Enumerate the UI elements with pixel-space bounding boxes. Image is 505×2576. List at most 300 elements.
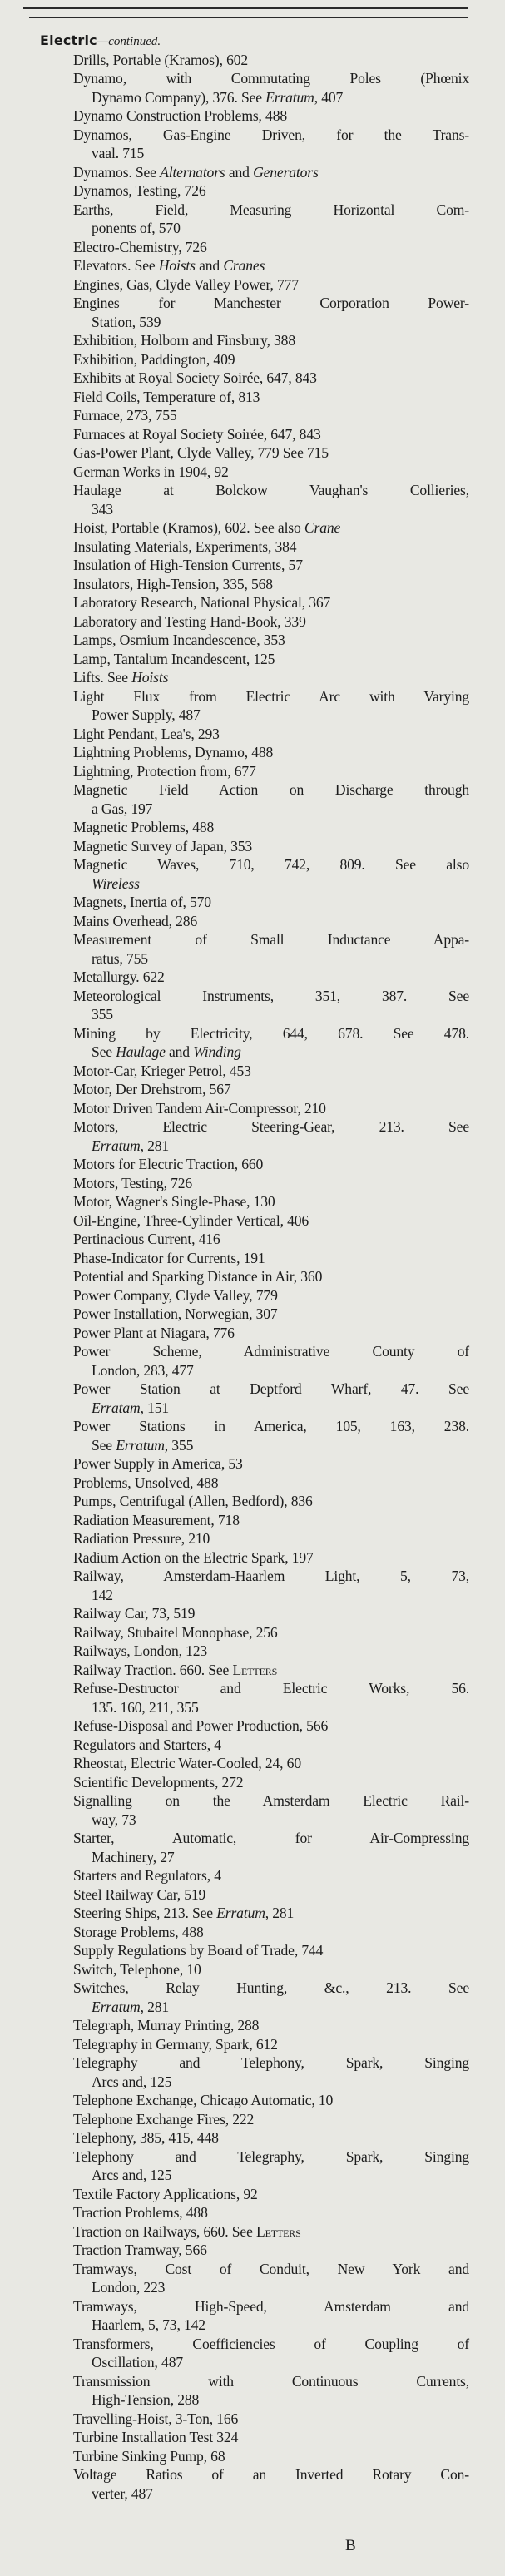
entry-text: vaal. 715: [92, 145, 145, 161]
entry-text: Starter, Automatic, for Air-Compressing: [73, 1830, 469, 1846]
index-entry-line: [73, 51, 473, 70]
index-entry-line: [73, 1474, 473, 1493]
index-entry: [0, 1286, 473, 1305]
index-entry: [0, 1342, 473, 1380]
entry-text: Magnetic Field Action on Discharge through: [73, 781, 469, 798]
index-entry: [0, 1174, 473, 1193]
entry-text: Railways, London, 123: [73, 1642, 208, 1659]
index-entry: [0, 1230, 473, 1249]
entry-text: Motor, Der Drehstrom, 567: [73, 1081, 231, 1097]
cross-reference: Erratum: [92, 1998, 141, 2015]
index-page: [0, 32, 505, 2503]
index-entry-continuation: [73, 2316, 473, 2335]
index-entry-line: [73, 725, 473, 744]
entry-text: verter, 487: [92, 2484, 153, 2502]
index-entry-continuation: [73, 88, 473, 107]
index-entry-line: [73, 1623, 473, 1642]
index-entry-line: [73, 2035, 473, 2054]
index-entry: [0, 725, 473, 744]
index-entry: [0, 1885, 473, 1905]
index-entry-line: [73, 593, 473, 612]
entry-text: Lightning Problems, Dynamo, 488: [73, 744, 274, 760]
index-entry-line: [73, 163, 473, 182]
index-entry-line: [73, 238, 473, 257]
index-entry: [0, 631, 473, 650]
entry-text: Exhibits at Royal Society Soirée, 647, 843: [73, 369, 317, 386]
entry-text: Gas-Power Plant, Clyde Valley, 779 See 715: [73, 444, 329, 461]
entry-text: Problems, Unsolved, 488: [73, 1474, 219, 1491]
entry-text: and: [225, 163, 254, 181]
entry-text: London, 283, 477: [92, 1361, 194, 1379]
index-entry-line: [73, 1754, 473, 1773]
entry-text: Supply Regulations by Board of Trade, 744: [73, 1942, 324, 1959]
index-entry-continuation: [73, 2484, 473, 2504]
entry-text: Switches, Relay Hunting, &c., 213. See: [73, 1979, 469, 1996]
index-entry-continuation: [73, 1998, 473, 2017]
entry-text: Transmission with Continuous Currents,: [73, 2372, 469, 2390]
index-entry-line: [73, 1885, 473, 1905]
section-reference: Letters: [255, 2222, 301, 2240]
entry-text: Power Supply, 487: [92, 706, 201, 723]
entry-text: a Gas, 197: [92, 800, 153, 817]
index-entry: [0, 181, 473, 201]
entry-text: Potential and Sparking Distance in Air, 360: [73, 1268, 323, 1285]
entry-text: Textile Factory Applications, 92: [73, 2185, 258, 2202]
index-entry: [0, 1024, 473, 1062]
entry-text: Haarlem, 5, 73, 142: [92, 2316, 205, 2333]
index-entry-continuation: [73, 1436, 473, 1455]
index-entry: [0, 1679, 473, 1717]
section-heading-continued: —continued.: [97, 35, 161, 48]
entry-text: Steering Ships, 213. See: [73, 1905, 217, 1921]
entry-text: Turbine Installation Test 324: [73, 2429, 239, 2445]
entry-text: 343: [92, 500, 113, 518]
cross-reference: Erratum: [92, 1137, 141, 1154]
index-entry-line: [73, 1024, 469, 1043]
index-entry-line: [73, 687, 469, 706]
entry-text: Power Installation, Norwegian, 307: [73, 1305, 278, 1322]
entry-text: Telephony, 385, 415, 448: [73, 2129, 219, 2146]
index-entry: [0, 1736, 473, 1755]
index-entry-line: [73, 1267, 473, 1286]
entry-text: Magnetic Survey of Japan, 353: [73, 837, 253, 855]
index-entry: [0, 1866, 473, 1885]
index-entry: [0, 163, 473, 182]
entry-text: Starters and Regulators, 4: [73, 1867, 221, 1884]
index-entry-line: [73, 1661, 473, 1680]
index-entry-line: [73, 1511, 473, 1530]
entry-text: Signalling on the Amsterdam Electric Rail-: [73, 1792, 469, 1809]
index-entry: [0, 2372, 473, 2410]
cross-reference: Crane: [304, 519, 341, 536]
entry-text: Radiation Measurement, 718: [73, 1511, 240, 1528]
entry-text: Light Pendant, Lea's, 293: [73, 725, 220, 742]
cross-reference: Erratum: [216, 1905, 265, 1921]
entry-text: Arcs and, 125: [92, 2073, 172, 2090]
entry-text: and: [195, 257, 224, 274]
index-entry-line: [73, 294, 469, 313]
cross-reference: Erratam: [92, 1399, 141, 1416]
index-entry: [0, 593, 473, 612]
index-entry: [0, 294, 473, 331]
index-entry-line: [73, 2222, 473, 2242]
index-entry: [0, 256, 473, 275]
entry-text: Radium Action on the Electric Spark, 197: [73, 1548, 314, 1566]
cross-reference: Winding: [193, 1043, 241, 1060]
entry-text: Refuse-Disposal and Power Production, 566: [73, 1717, 329, 1734]
index-entry: [0, 2110, 473, 2129]
index-entry-continuation: [73, 706, 473, 725]
index-entry: [0, 912, 473, 931]
index-entry: [0, 2091, 473, 2110]
index-entry-continuation: [73, 2390, 473, 2410]
index-entry: [0, 1604, 473, 1623]
index-entry: [0, 1773, 473, 1792]
index-entry: [0, 1567, 473, 1604]
index-entry: [0, 2465, 473, 2503]
index-entry-line: [73, 1904, 473, 1923]
index-entry-line: [73, 69, 469, 88]
entry-text: Pertinacious Current, 416: [73, 1231, 220, 1247]
entry-text: Dynamos. See: [73, 163, 161, 181]
entry-text: German Works in 1904, 92: [73, 463, 229, 480]
entry-text: Transformers, Coefficiencies of Coupling of: [73, 2335, 469, 2352]
index-entry-line: [73, 481, 469, 500]
index-entry: [0, 687, 473, 725]
entry-text: Telegraph, Murray Printing, 288: [73, 2017, 260, 2034]
index-entry-line: [73, 1174, 473, 1193]
index-entry: [0, 668, 473, 687]
index-entry: [0, 855, 473, 893]
index-entry: [0, 518, 473, 537]
index-entry: [0, 388, 473, 407]
index-entry-line: [73, 1960, 473, 1979]
entry-text: Insulating Materials, Experiments, 384: [73, 537, 297, 555]
index-entry-line: [73, 2128, 473, 2147]
index-entry-line: [73, 818, 473, 837]
index-entry: [0, 443, 473, 463]
entry-text: Lightning, Protection from, 677: [73, 762, 256, 780]
index-entry: [0, 406, 473, 425]
index-entry-line: [73, 556, 473, 575]
entry-text: Engines, Gas, Clyde Valley Power, 777: [73, 275, 299, 293]
cross-reference: Erratum: [265, 88, 314, 106]
index-entry-continuation: [73, 949, 473, 968]
index-entry-line: [73, 181, 473, 201]
entry-text: Meteorological Instruments, 351, 387. See: [73, 987, 469, 1004]
index-entry: [0, 987, 473, 1024]
index-entry: [0, 2241, 473, 2260]
cross-reference: Hoists: [131, 669, 169, 686]
index-entry: [0, 1941, 473, 1960]
index-entries: [0, 51, 505, 2504]
entry-text: See: [92, 1436, 116, 1454]
entry-text: Elevators. See: [73, 257, 159, 274]
entry-text: See: [92, 1043, 116, 1060]
entry-text: Dynamo Company), 376. See: [92, 88, 266, 106]
index-entry: [0, 1829, 473, 1866]
index-entry-line: [73, 2241, 473, 2260]
entry-text: , 151: [140, 1399, 170, 1416]
index-entry-line: [73, 1642, 473, 1661]
index-entry: [0, 2335, 473, 2372]
entry-text: Insulators, High-Tension, 335, 568: [73, 575, 273, 592]
index-entry: [0, 818, 473, 837]
index-entry-line: [73, 2297, 469, 2316]
index-entry: [0, 893, 473, 912]
entry-text: Regulators and Starters, 4: [73, 1736, 221, 1753]
entry-text: Refuse-Destructor and Electric Works, 56.: [73, 1680, 469, 1697]
entry-text: Mining by Electricity, 644, 678. See 478.: [73, 1024, 469, 1042]
index-entry-line: [73, 1567, 469, 1586]
cross-reference: Alternators: [160, 163, 225, 181]
entry-text: Motors, Testing, 726: [73, 1174, 193, 1191]
index-entry: [0, 1080, 473, 1099]
index-entry: [0, 930, 473, 968]
cross-reference: Generators: [253, 163, 319, 181]
index-entry: [0, 51, 473, 70]
entry-text: Telegraphy and Telephony, Spark, Singing: [73, 2054, 469, 2071]
index-entry: [0, 575, 473, 594]
index-entry-line: [73, 1117, 469, 1137]
index-entry: [0, 2222, 473, 2242]
entry-text: Motors, Electric Steering-Gear, 213. See: [73, 1118, 469, 1135]
entry-text: , 355: [164, 1436, 194, 1454]
entry-text: Tramways, High-Speed, Amsterdam and: [73, 2297, 469, 2315]
index-entry-line: [73, 1211, 473, 1231]
index-entry: [0, 1192, 473, 1211]
entry-text: Motor Driven Tandem Air-Compressor, 210: [73, 1099, 326, 1117]
index-entry-line: [73, 743, 473, 762]
index-entry: [0, 1754, 473, 1773]
index-entry-line: [73, 443, 473, 463]
index-entry: [0, 1511, 473, 1530]
entry-text: Exhibition, Holborn and Finsbury, 388: [73, 332, 295, 349]
index-entry: [0, 1324, 473, 1343]
cross-reference: Erratum: [116, 1436, 165, 1454]
index-entry-line: [73, 1679, 469, 1698]
index-entry: [0, 2053, 473, 2091]
index-entry-line: [73, 631, 473, 650]
index-entry-continuation: [73, 219, 473, 238]
entry-text: Railway Traction. 660. See: [73, 1661, 233, 1678]
index-entry: [0, 1548, 473, 1568]
entry-text: Lamp, Tantalum Incandescent, 125: [73, 650, 275, 667]
index-entry-continuation: [73, 2166, 473, 2185]
entry-text: Telephone Exchange Fires, 222: [73, 2110, 255, 2128]
index-entry-continuation: [73, 874, 473, 894]
index-entry-line: [73, 1923, 473, 1942]
index-entry-line: [73, 2091, 473, 2110]
entry-text: Furnaces at Royal Society Soirée, 647, 843: [73, 425, 321, 443]
entry-text: Traction Tramway, 566: [73, 2242, 207, 2258]
index-entry: [0, 1904, 473, 1923]
index-entry-line: [73, 2203, 473, 2222]
index-entry-line: [73, 930, 469, 949]
entry-text: Laboratory Research, National Physical, 367: [73, 594, 331, 611]
index-entry: [0, 650, 473, 669]
index-entry: [0, 2297, 473, 2335]
index-entry-line: [73, 1192, 473, 1211]
index-entry: [0, 780, 473, 818]
index-entry-continuation: [73, 1005, 473, 1024]
entry-text: Lamps, Osmium Incandescence, 353: [73, 632, 285, 648]
index-entry-line: [73, 1454, 473, 1474]
index-entry: [0, 1454, 473, 1474]
entry-text: Furnace, 273, 755: [73, 407, 177, 424]
index-entry-line: [73, 1286, 473, 1305]
index-entry-line: [73, 1717, 473, 1736]
entry-text: Railway Car, 73, 519: [73, 1605, 196, 1622]
index-entry-line: [73, 1791, 469, 1811]
index-entry-line: [73, 837, 473, 856]
index-entry-continuation: [73, 144, 473, 163]
entry-text: Railway, Stubaitel Monophase, 256: [73, 1623, 278, 1641]
index-entry-line: [73, 2110, 473, 2129]
index-entry: [0, 968, 473, 987]
index-entry-line: [73, 1941, 473, 1960]
entry-text: Power Supply in America, 53: [73, 1455, 243, 1472]
entry-text: Machinery, 27: [92, 1848, 175, 1865]
index-entry: [0, 481, 473, 518]
entry-text: Earths, Field, Measuring Horizontal Com-: [73, 201, 469, 218]
entry-text: Lifts. See: [73, 669, 132, 686]
index-entry-line: [73, 855, 469, 874]
index-entry-line: [73, 2410, 473, 2429]
index-entry-line: [73, 107, 473, 126]
entry-text: Dynamos, Gas-Engine Driven, for the Trans-: [73, 126, 469, 143]
index-entry: [0, 2185, 473, 2204]
entry-text: and: [165, 1043, 194, 1060]
entry-text: Rheostat, Electric Water-Cooled, 24, 60: [73, 1755, 301, 1771]
index-entry-line: [73, 2465, 469, 2484]
entry-text: way, 73: [92, 1811, 136, 1828]
index-entry-line: [73, 668, 473, 687]
index-entry: [0, 2016, 473, 2035]
index-entry-line: [73, 425, 473, 444]
index-entry: [0, 762, 473, 781]
index-entry-line: [73, 1417, 469, 1436]
index-entry-line: [73, 1305, 473, 1324]
entry-text: Haulage at Bolckow Vaughan's Collieries,: [73, 482, 469, 498]
index-entry: [0, 2447, 473, 2466]
index-entry-line: [73, 201, 469, 220]
index-entry-line: [73, 1324, 473, 1343]
entry-text: Drills, Portable (Kramos), 602: [73, 51, 249, 68]
index-entry-line: [73, 2335, 469, 2354]
index-entry: [0, 2128, 473, 2147]
index-entry-line: [73, 369, 473, 388]
entry-text: Pumps, Centrifugal (Allen, Bedford), 836: [73, 1493, 313, 1509]
entry-text: Dynamos, Testing, 726: [73, 182, 206, 199]
index-entry-line: [73, 575, 473, 594]
index-entry: [0, 350, 473, 369]
index-entry-line: [73, 968, 473, 987]
entry-text: Voltage Ratios of an Inverted Rotary Con-: [73, 2466, 469, 2483]
section-heading-title: Electric: [40, 32, 97, 48]
index-entry: [0, 1062, 473, 1081]
top-rule: [23, 7, 468, 9]
entry-text: 142: [92, 1586, 113, 1603]
index-entry: [0, 1623, 473, 1642]
index-entry: [0, 743, 473, 762]
entry-text: Power Plant at Niagara, 776: [73, 1324, 235, 1341]
index-entry-line: [73, 1604, 473, 1623]
index-entry-line: [73, 1829, 469, 1848]
index-entry: [0, 69, 473, 107]
index-entry-line: [73, 2053, 469, 2073]
index-entry: [0, 1661, 473, 1680]
index-entry-line: [73, 1529, 473, 1548]
entry-text: Engines for Manchester Corporation Power-: [73, 295, 469, 311]
entry-text: , 281: [265, 1905, 295, 1921]
entry-text: Laboratory and Testing Hand-Book, 339: [73, 612, 306, 630]
entry-text: Railway, Amsterdam-Haarlem Light, 5, 73,: [73, 1568, 469, 1584]
entry-text: Power Scheme, Administrative County of: [73, 1343, 469, 1360]
index-entry-line: [73, 650, 473, 669]
entry-text: Exhibition, Paddington, 409: [73, 350, 235, 368]
section-reference: Letters: [232, 1661, 278, 1678]
index-entry-continuation: [73, 1811, 473, 1830]
index-entry-line: [73, 1155, 473, 1174]
index-entry: [0, 556, 473, 575]
entry-text: Arcs and, 125: [92, 2167, 172, 2183]
entry-text: Power Station at Deptford Wharf, 47. See: [73, 1380, 469, 1397]
index-entry: [0, 1267, 473, 1286]
index-entry: [0, 331, 473, 350]
entry-text: Oscillation, 487: [92, 2354, 183, 2370]
entry-text: Station, 539: [92, 313, 161, 330]
entry-text: Traction Problems, 488: [73, 2204, 208, 2221]
index-entry-continuation: [73, 1137, 473, 1156]
index-entry-line: [73, 912, 473, 931]
entry-text: , 407: [314, 88, 344, 106]
index-entry-continuation: [73, 2073, 473, 2092]
index-entry: [0, 1923, 473, 1942]
index-entry: [0, 2260, 473, 2297]
index-entry-line: [73, 612, 473, 632]
entry-text: Light Flux from Electric Arc with Varying: [73, 687, 469, 705]
index-entry: [0, 1791, 473, 1829]
index-entry: [0, 1717, 473, 1736]
entry-text: Traction on Railways, 660. See: [73, 2222, 256, 2240]
index-entry-line: [73, 2372, 469, 2391]
entry-text: Motors for Electric Traction, 660: [73, 1156, 264, 1172]
entry-text: Power Company, Clyde Valley, 779: [73, 1286, 278, 1304]
entry-text: Dynamo, with Commutating Poles (Phœnix: [73, 70, 469, 87]
index-entry-line: [73, 1979, 469, 1998]
index-entry-continuation: [73, 1043, 473, 1062]
index-entry: [0, 837, 473, 856]
index-entry-line: [73, 1866, 473, 1885]
index-entry-line: [73, 1249, 473, 1268]
index-entry-line: [73, 1342, 469, 1361]
index-entry-continuation: [73, 1586, 473, 1605]
entry-text: Scientific Developments, 272: [73, 1773, 244, 1791]
index-entry-line: [73, 1548, 473, 1568]
entry-text: 355: [92, 1006, 113, 1023]
index-entry-line: [73, 2147, 469, 2167]
index-entry-line: [73, 537, 473, 557]
entry-text: Mains Overhead, 286: [73, 912, 198, 929]
index-entry-line: [73, 1492, 473, 1511]
index-entry: [0, 2203, 473, 2222]
index-entry: [0, 369, 473, 388]
entry-text: London, 223: [92, 2279, 166, 2296]
index-entry: [0, 1249, 473, 1268]
entry-text: Telegraphy in Germany, Spark, 612: [73, 2035, 278, 2053]
index-entry: [0, 2410, 473, 2429]
